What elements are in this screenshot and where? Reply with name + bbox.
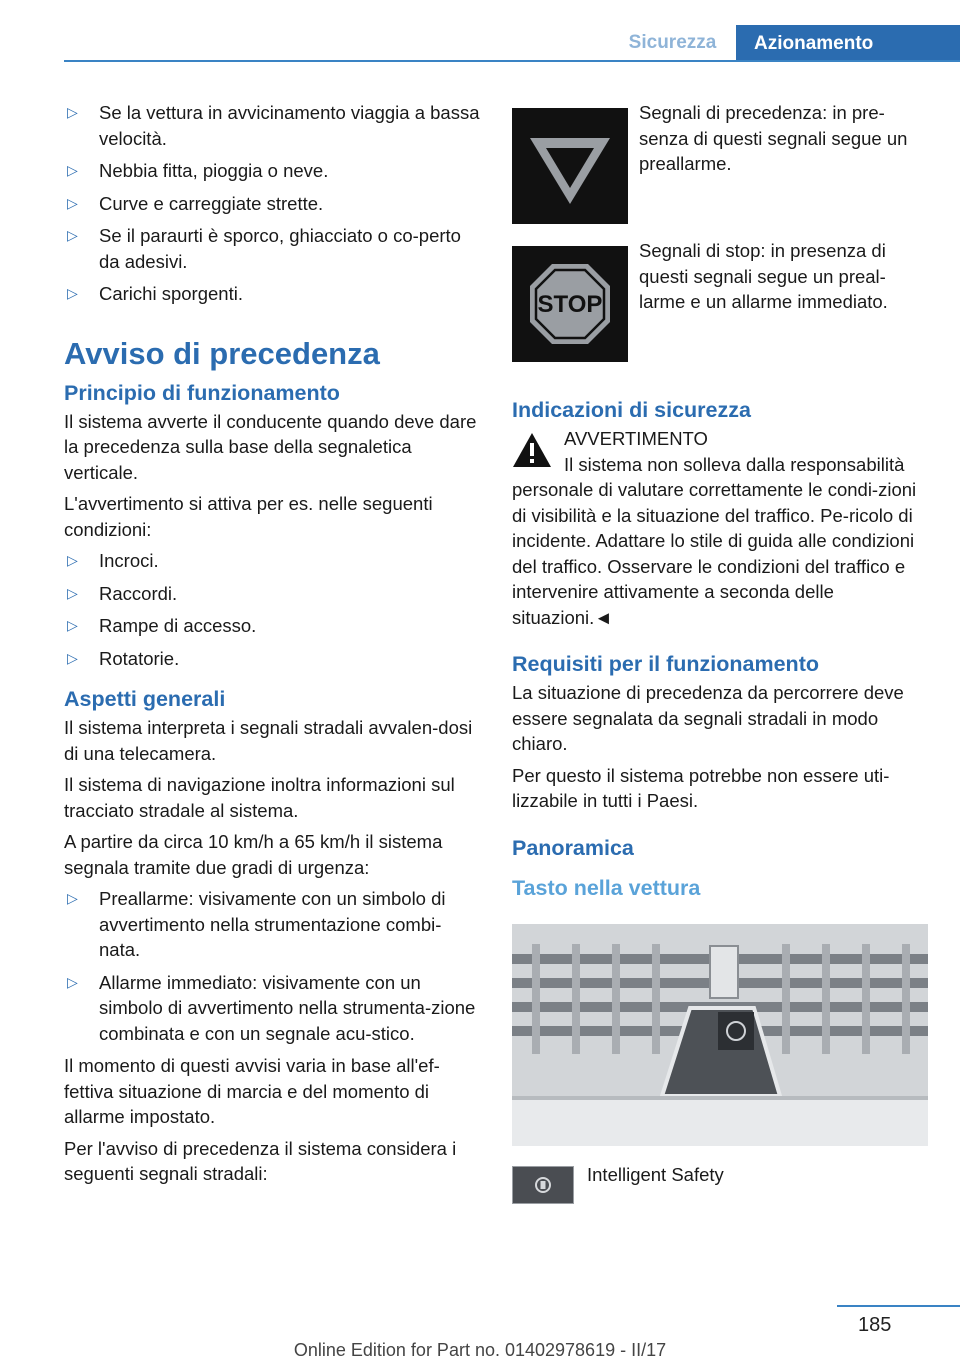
header-tab-sicurezza[interactable]: Sicurezza	[628, 32, 717, 53]
list-item-text: Se la vettura in avvicinamento viaggia a bassa velocità.	[99, 102, 480, 149]
list-item	[64, 886, 480, 963]
list-item	[64, 281, 480, 307]
sign-stop-text: Segnali di stop: in presenza di questi segnali segue un preal‐larme e un allarme immediato.	[639, 240, 888, 312]
warning-title: AVVERTIMENTO	[564, 428, 708, 449]
bullet-triangle-icon: ▷	[67, 552, 78, 568]
list-item	[64, 581, 480, 607]
vehicle-button-photo	[512, 924, 928, 1146]
yield-sign-icon	[512, 108, 628, 224]
footer-rule	[837, 1305, 960, 1307]
heading-sicurezza: Indicazioni di sicurezza	[512, 398, 751, 422]
stop-sign-label: STOP	[537, 291, 603, 318]
paragraph: Il sistema interpreta i segnali stradali avvalen‐dosi di una telecamera.	[64, 717, 473, 764]
paragraph: A partire da circa 10 km/h a 65 km/h il sistema segnala tramite due gradi di urgenza:	[64, 831, 443, 878]
list-item-text: Rampe di accesso.	[99, 615, 257, 636]
list-item-text: Se il paraurti è sporco, ghiacciato o co‐perto da adesivi.	[99, 225, 461, 272]
heading-panoramica: Panoramica	[512, 835, 634, 860]
bullet-triangle-icon: ▷	[67, 617, 78, 633]
bullet-triangle-icon: ▷	[67, 649, 78, 666]
header-tab-azionamento[interactable]: Azionamento	[736, 25, 960, 62]
list-item-text: Curve e carreggiate strette.	[99, 192, 324, 214]
list-item-text: Allarme immediato: visivamente con un simbolo di avvertimento nella strumenta‐zione combinata e con un segnale acu‐stico.	[99, 971, 476, 1044]
heading-tasto: Tasto nella vettura	[512, 875, 701, 900]
bullet-triangle-icon: ▷	[67, 104, 78, 120]
list-item-text: Rotatorie.	[99, 647, 180, 669]
bullet-triangle-icon: ▷	[67, 227, 78, 243]
warning-triangle-icon	[512, 432, 552, 475]
warning-line-1: Il sistema non solleva dalla responsabilità	[564, 453, 905, 475]
paragraph: L'avvertimento si attiva per es. nelle seguenti condizioni:	[64, 493, 433, 540]
bullet-triangle-icon: ▷	[67, 285, 78, 301]
list-item-text: Preallarme: visivamente con un simbolo di avvertimento nella strumentazione combi‐nata.	[99, 888, 446, 960]
edition-note: Online Edition for Part no. 01402978619 - II/17	[293, 1340, 667, 1360]
list-item	[64, 158, 480, 184]
intelligent-safety-button[interactable]	[512, 1166, 574, 1204]
list-item	[64, 223, 480, 274]
list-item	[64, 191, 480, 217]
paragraph: Per l'avviso di precedenza il sistema considera i seguenti segnali stradali:	[64, 1137, 457, 1184]
bullet-triangle-icon: ▷	[67, 162, 78, 178]
sign-row-yield	[512, 100, 932, 234]
intelligent-safety-icon	[533, 1175, 553, 1195]
paragraph: Per questo il sistema potrebbe non essere uti‐lizzabile in tutti i Paesi.	[512, 764, 890, 811]
list-item	[64, 100, 480, 151]
list-item-text: Nebbia fitta, pioggia o neve.	[99, 160, 329, 181]
bullet-triangle-icon: ▷	[67, 890, 78, 906]
button-label: Intelligent Safety	[587, 1163, 724, 1185]
list-item-text: Incroci.	[99, 550, 159, 571]
stop-sign-icon	[512, 246, 628, 362]
sign-yield-text: Segnali di precedenza: in pre‐senza di questi segnali segue un preallarme.	[639, 102, 908, 174]
paragraph: Il momento di questi avvisi varia in base all'ef‐fettiva situazione di marcia e del momento di allarme impostato.	[64, 1055, 440, 1127]
paragraph: La situazione di precedenza da percorrere deve essere segnalata da segnali stradali in modo chiaro.	[512, 682, 904, 754]
right-column	[512, 100, 932, 1212]
list-item-text: Raccordi.	[99, 582, 178, 604]
bullet-triangle-icon: ▷	[67, 584, 78, 601]
left-column	[64, 100, 480, 1193]
heading-requisiti: Requisiti per il funzionamento	[512, 652, 819, 676]
warning-text: personale di valutare correttamente le condi‐zioni di visibilità e la situazione del traffico. Pe‐ricolo di incidente. Adattare lo stile di guida alle condizioni del traffico. Osservare le condizioni del traffico e intervenire attivamente a seconda delle situazioni.◄	[512, 479, 917, 628]
page-number: 185	[858, 1314, 892, 1336]
warning-block	[512, 426, 932, 630]
paragraph: Il sistema avverte il conducente quando deve dare la precedenza sulla base della segnaletica verticale.	[64, 410, 477, 483]
list-item	[64, 646, 480, 672]
list-item	[64, 970, 480, 1047]
sign-row-stop	[512, 238, 932, 372]
heading-principio: Principio di funzionamento	[64, 380, 340, 405]
list-item-text: Carichi sporgenti.	[99, 283, 243, 304]
list-item	[64, 613, 480, 639]
header-rule	[64, 60, 960, 62]
heading-aspetti: Aspetti generali	[64, 687, 226, 711]
bullet-triangle-icon: ▷	[67, 194, 78, 211]
button-legend-row	[512, 1162, 932, 1212]
list-item	[64, 548, 480, 574]
section-title-avviso: Avviso di precedenza	[64, 335, 380, 371]
paragraph: Il sistema di navigazione inoltra informazioni sul tracciato stradale al sistema.	[64, 774, 455, 821]
bullet-triangle-icon: ▷	[67, 973, 78, 990]
